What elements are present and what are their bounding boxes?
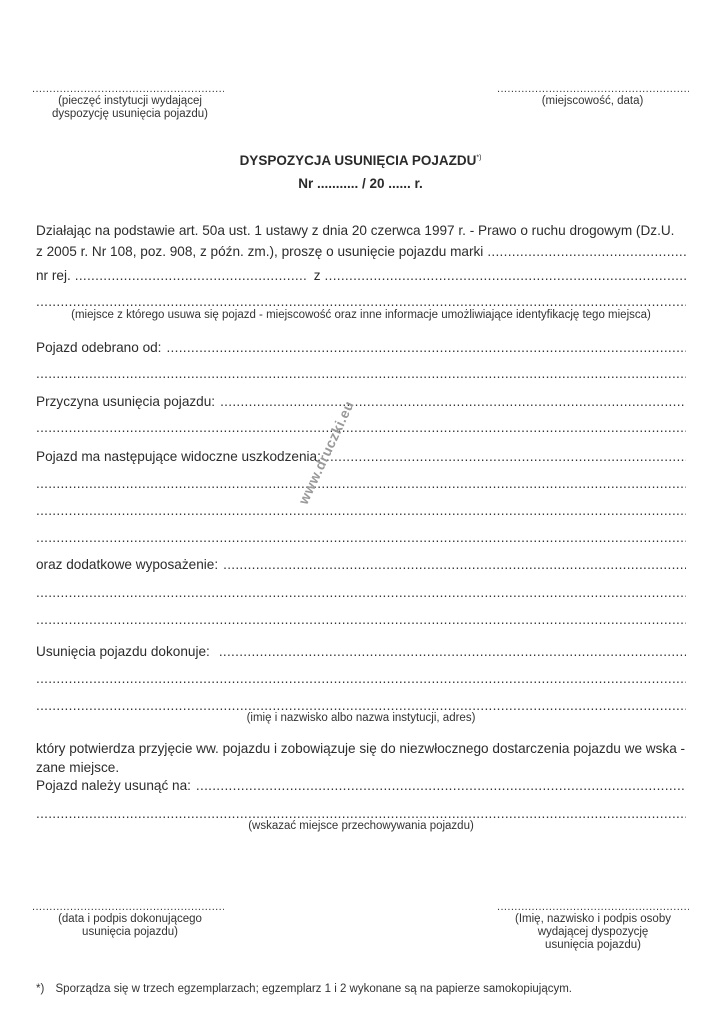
destination-caption: (wskazać miejsce przechowywania pojazdu)	[248, 820, 474, 832]
issuer-signature-caption-line3: usunięcia pojazdu)	[545, 939, 641, 951]
damage-field-3[interactable]	[36, 503, 686, 519]
from-label: z	[313, 268, 321, 283]
stamp-dotted-line[interactable]	[32, 83, 224, 95]
equipment-row	[36, 557, 686, 573]
place-date-caption: (miejscowość, data)	[541, 95, 644, 107]
taken-from-row-2	[36, 366, 686, 382]
performer-field-2[interactable]	[36, 671, 686, 687]
performer-signature-caption	[30, 913, 230, 939]
damage-field-2[interactable]	[36, 476, 686, 492]
damage-field-4[interactable]	[36, 530, 686, 546]
performer-field[interactable]	[219, 644, 686, 660]
confirm-text-line2: zane miejsce.	[36, 760, 120, 775]
destination-row	[36, 778, 686, 794]
equipment-row-3	[36, 612, 686, 628]
performer-caption: (imię i nazwisko albo nazwa instytucji, adres)	[246, 712, 476, 724]
damage-row-2	[36, 476, 686, 492]
stamp-caption	[30, 95, 230, 121]
footnote-text: Sporządza się w trzech egzemplarzach; egzemplarz 1 i 2 wykonane są na papierze samokopiującym.	[55, 983, 572, 995]
taken-from-field-2[interactable]	[36, 366, 686, 382]
stamp-caption-line2: dyspozycję usunięcia pojazdu)	[52, 108, 208, 120]
taken-from-label: Pojazd odebrano od:	[36, 340, 162, 355]
document-title	[0, 153, 721, 168]
confirm-text-line1: który potwierdza przyjęcie ww. pojazdu i zobowiązuje się do niezwłocznego dostarczenia pojazdu we wska -	[36, 741, 686, 756]
registration-row	[36, 268, 686, 284]
performer-label: Usunięcia pojazdu dokonuje:	[36, 644, 210, 659]
location-row	[36, 294, 686, 310]
reg-label: nr rej.	[36, 268, 71, 283]
location-field[interactable]	[36, 294, 686, 310]
taken-from-field[interactable]	[166, 340, 686, 356]
equipment-row-2	[36, 585, 686, 601]
damage-row	[36, 449, 686, 465]
taken-from-row	[36, 340, 686, 356]
equipment-field-2[interactable]	[36, 585, 686, 601]
issuer-signature-line[interactable]	[497, 901, 689, 913]
damage-field[interactable]	[326, 449, 686, 465]
performer-row-2	[36, 671, 686, 687]
reason-label: Przyczyna usunięcia pojazdu:	[36, 394, 216, 409]
equipment-label: oraz dodatkowe wyposażenie:	[36, 557, 219, 572]
damage-row-3	[36, 503, 686, 519]
equipment-field[interactable]	[223, 557, 686, 573]
reason-row-2	[36, 420, 686, 436]
performer-signature-caption-line2: usunięcia pojazdu)	[82, 926, 178, 938]
title-footnote-mark: *)	[476, 154, 482, 162]
location-caption: (miejsce z którego usuwa się pojazd - miejscowość oraz inne informacje umożliwiające identyfikację tego miejsca)	[71, 309, 651, 321]
damage-label: Pojazd ma następujące widoczne uszkodzenia:	[36, 449, 321, 464]
vehicle-brand-field[interactable]	[487, 244, 686, 260]
reason-row	[36, 394, 686, 410]
stamp-caption-line1: (pieczęć instytucji wydającej	[58, 95, 202, 107]
destination-field[interactable]	[196, 778, 686, 794]
damage-row-4	[36, 530, 686, 546]
reason-field-2[interactable]	[36, 420, 686, 436]
destination-label: Pojazd należy usunąć na:	[36, 778, 191, 793]
footnote-mark: *)	[36, 983, 45, 995]
performer-signature-caption-line1: (data i podpis dokonującego	[58, 913, 202, 925]
title-text: DYSPOZYCJA USUNIĘCIA POJAZDU	[239, 153, 477, 168]
watermark: www.druczki.eu	[295, 398, 357, 507]
brand-row	[36, 244, 686, 260]
equipment-field-3[interactable]	[36, 612, 686, 628]
registration-field[interactable]	[75, 268, 308, 284]
performer-signature-line[interactable]	[32, 901, 224, 913]
intro-line1: Działając na podstawie art. 50a ust. 1 ustawy z dnia 20 czerwca 1997 r. - Prawo o ruchu drogowym (Dz.U.	[36, 223, 675, 238]
reason-field[interactable]	[220, 394, 686, 410]
document-number: Nr ........... / 20 ...... r.	[298, 176, 423, 191]
intro-line2: z 2005 r. Nr 108, poz. 908, z późn. zm.), proszę o usunięcie pojazdu marki	[36, 244, 484, 259]
performer-row	[36, 644, 686, 660]
registration-from-field[interactable]	[325, 268, 686, 284]
footnote	[36, 983, 572, 996]
issuer-signature-caption-line2: wydającej dyspozycję	[537, 926, 649, 938]
place-date-dotted-line[interactable]	[497, 83, 689, 95]
issuer-signature-caption-line1: (Imię, nazwisko i podpis osoby	[515, 913, 671, 925]
issuer-signature-caption	[488, 913, 698, 952]
